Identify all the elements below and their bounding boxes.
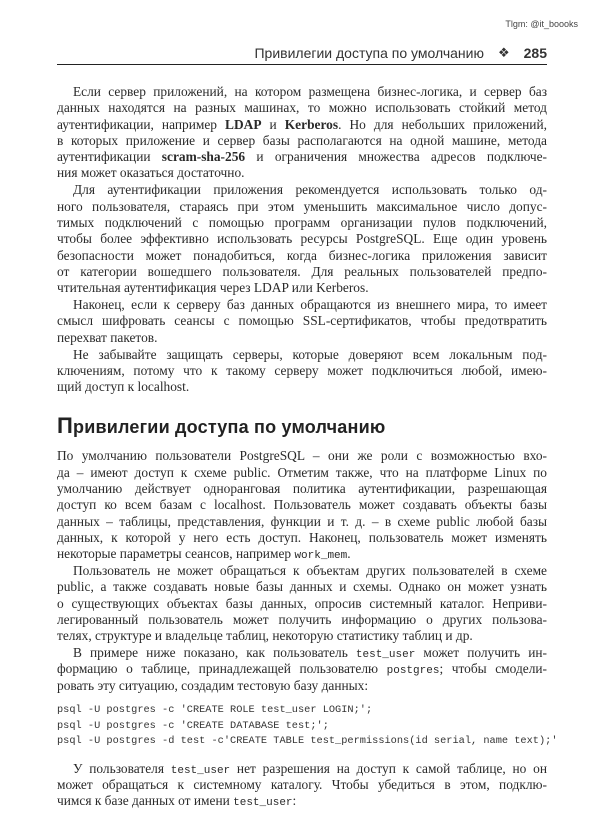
text-run: тимых подключений с помощью программ организации пулов подключений, <box>57 214 547 230</box>
text-line <box>57 761 547 777</box>
text-run: умолчанию действует одноранговая политика аутентификации, разрешающая <box>57 481 547 497</box>
text-line <box>57 117 547 133</box>
text-run: в которых приложение и сервер базы располагаются на одной машине, метода <box>57 132 547 148</box>
text-line <box>57 182 547 198</box>
inline-code: test_user <box>233 797 293 810</box>
text-line <box>57 530 547 546</box>
paragraph <box>57 347 547 396</box>
paragraph <box>57 182 547 296</box>
text-run: По умолчанию пользователи PostgreSQL – они же роли с возможностью вхо- <box>57 448 547 464</box>
text-line <box>57 645 547 661</box>
text-line <box>57 448 547 464</box>
text-line <box>57 661 547 677</box>
text-line <box>57 596 547 612</box>
text-run: безопасности может понадобиться, когда бизнес-логика приложения зависит <box>57 247 547 263</box>
text-line <box>57 231 547 247</box>
code-line: psql -U postgres -d test -c'CREATE TABLE test_permissions(id serial, name text);' <box>57 735 558 748</box>
text-line <box>57 497 547 513</box>
text-run: В примере ниже показано, как пользователь <box>73 645 356 661</box>
text-run: данных, к которой у него есть доступ. Наконец, пользователь может изменять <box>57 529 547 545</box>
text-run: чимся к базе данных от имени <box>57 793 234 809</box>
text-run: аутентификации, например <box>57 116 226 132</box>
watermark: Tlgm: @it_boooks <box>505 19 578 29</box>
text-run: public, а также создавать новые базы данных и схемы. Однако он может узнать <box>57 579 547 595</box>
paragraph <box>57 84 547 182</box>
text-line <box>57 133 547 149</box>
text-run: данных находятся на разных машинах, то можно использовать стойкий метод <box>57 100 547 116</box>
text-run: данных – таблицы, представления, функции и т. д. – в схеме public любой базы <box>57 513 547 529</box>
text-run: Наконец, если к серверу баз данных обращаются из внешнего мира, то имеет <box>73 297 547 313</box>
text-run: чтобы более эффективно использовать ресурсы PostgreSQL. Еще один уровень <box>57 231 547 247</box>
text-run: ровать эту ситуацию, создадим тестовую базу данных: <box>57 677 369 693</box>
bold-term: Kerberos <box>284 116 339 132</box>
code-block <box>57 703 558 750</box>
heading-text: ривилегии доступа по умолчанию <box>73 417 386 438</box>
paragraph <box>57 563 547 644</box>
paragraph <box>57 297 547 346</box>
text-run: смысл шифровать сеансы с помощью SSL-сертификатов, чтобы предотвратить <box>57 313 547 329</box>
page-number: 285 <box>523 45 547 61</box>
text-run: Пользователь не может обращаться к объектам других пользователей в схеме <box>73 563 547 579</box>
text-line <box>57 248 547 264</box>
text-run: . Но для небольших приложений, <box>338 116 547 132</box>
section-heading <box>57 413 547 439</box>
header-title: Привилегии доступа по умолчанию <box>254 45 484 61</box>
text-run: Не забывайте защищать серверы, которые доверяют всем локальным под- <box>73 346 547 362</box>
text-line <box>57 612 547 628</box>
text-run: . <box>347 546 351 562</box>
text-line <box>57 199 547 215</box>
text-run: доступ ко всем базам с localhost. Пользователь может создавать объекты базы <box>57 497 547 513</box>
text-run: чтительная аутентификация через LDAP или Kerberos. <box>57 280 369 296</box>
text-line <box>57 313 547 329</box>
text-run: аутентификации <box>57 149 162 165</box>
text-run: ния может оказаться достаточно. <box>57 165 245 181</box>
text-line <box>57 100 547 116</box>
text-line <box>57 465 547 481</box>
text-run: Если сервер приложений, на котором размещена бизнес-логика, и сервер баз <box>73 84 547 99</box>
text-run: ного пользователя, стараясь при этом уменьшить максимальное число допус- <box>57 198 547 214</box>
text-run: ; чтобы смодели- <box>439 661 548 677</box>
text-line <box>57 149 547 165</box>
text-run: о существующих объектах базы данных, опросив системный каталог. Неприви- <box>57 595 547 611</box>
bold-term: LDAP <box>225 116 262 132</box>
text-line <box>57 215 547 231</box>
text-line <box>57 347 547 363</box>
inline-code: test_user <box>355 649 416 662</box>
text-line <box>57 84 547 100</box>
text-run: от категории вошедшего пользователя. Для реальных пользователей предпо- <box>57 263 547 279</box>
text-run: да – имеют доступ к схеме public. Отметим также, что на платформе Linux по <box>57 464 547 480</box>
text-line <box>57 628 547 644</box>
text-run: ключениям, потому что к такому серверу может подключиться любой, имею- <box>57 362 547 378</box>
text-run: перехват пакетов. <box>57 329 158 345</box>
text-run: телях, структуре и владельце таблиц, некоторую статистику таблиц и др. <box>57 628 473 644</box>
inline-code: work_mem <box>294 550 348 563</box>
paragraph <box>57 645 547 694</box>
text-line <box>57 264 547 280</box>
code-line: psql -U postgres -c 'CREATE DATABASE test;'; <box>57 719 329 732</box>
text-run: может получить ин- <box>415 645 547 661</box>
text-run: щий доступ к localhost. <box>57 379 190 395</box>
heading-initial: П <box>57 413 74 439</box>
text-run: может обращаться к системному каталогу. Чтобы убедиться в этом, подклю- <box>57 776 547 792</box>
text-run: легированный пользователь может получить информацию о других пользова- <box>57 611 547 627</box>
text-run: некоторые параметры сеансов, например <box>57 546 295 562</box>
text-line <box>57 330 547 346</box>
code-line: psql -U postgres -c 'CREATE ROLE test_user LOGIN;'; <box>57 704 373 717</box>
text-run: нет разрешения на доступ к самой таблице, но он <box>230 760 547 776</box>
text-run: и ограничения множества адресов подключе- <box>245 149 547 165</box>
bold-term: scram-sha-256 <box>161 149 246 165</box>
text-line <box>57 579 547 595</box>
text-line <box>57 514 547 530</box>
text-line <box>57 379 547 395</box>
text-line <box>57 481 547 497</box>
inline-code: test_user <box>170 764 231 777</box>
text-line <box>57 546 547 562</box>
section-default-privileges <box>57 448 547 694</box>
text-line <box>57 563 547 579</box>
text-line <box>57 280 547 296</box>
section-intro <box>57 84 547 395</box>
paragraph-after-code <box>57 761 547 810</box>
paragraph <box>57 761 547 810</box>
text-run: и <box>261 116 285 132</box>
text-line <box>57 297 547 313</box>
page-body <box>57 84 558 810</box>
text-line <box>57 793 547 809</box>
text-line <box>57 678 547 694</box>
text-line <box>57 363 547 379</box>
inline-code: postgres <box>386 665 440 678</box>
text-line <box>57 165 547 181</box>
text-line <box>57 777 547 793</box>
text-run: У пользователя <box>73 760 171 776</box>
ornament-icon: ❖ <box>497 45 510 60</box>
text-run: : <box>292 793 297 809</box>
text-run: Для аутентификации приложения рекомендуется использовать только од- <box>73 182 547 198</box>
text-run: формацию о таблице, принадлежащей пользователю <box>57 661 387 677</box>
running-header <box>57 42 547 65</box>
paragraph <box>57 448 547 562</box>
